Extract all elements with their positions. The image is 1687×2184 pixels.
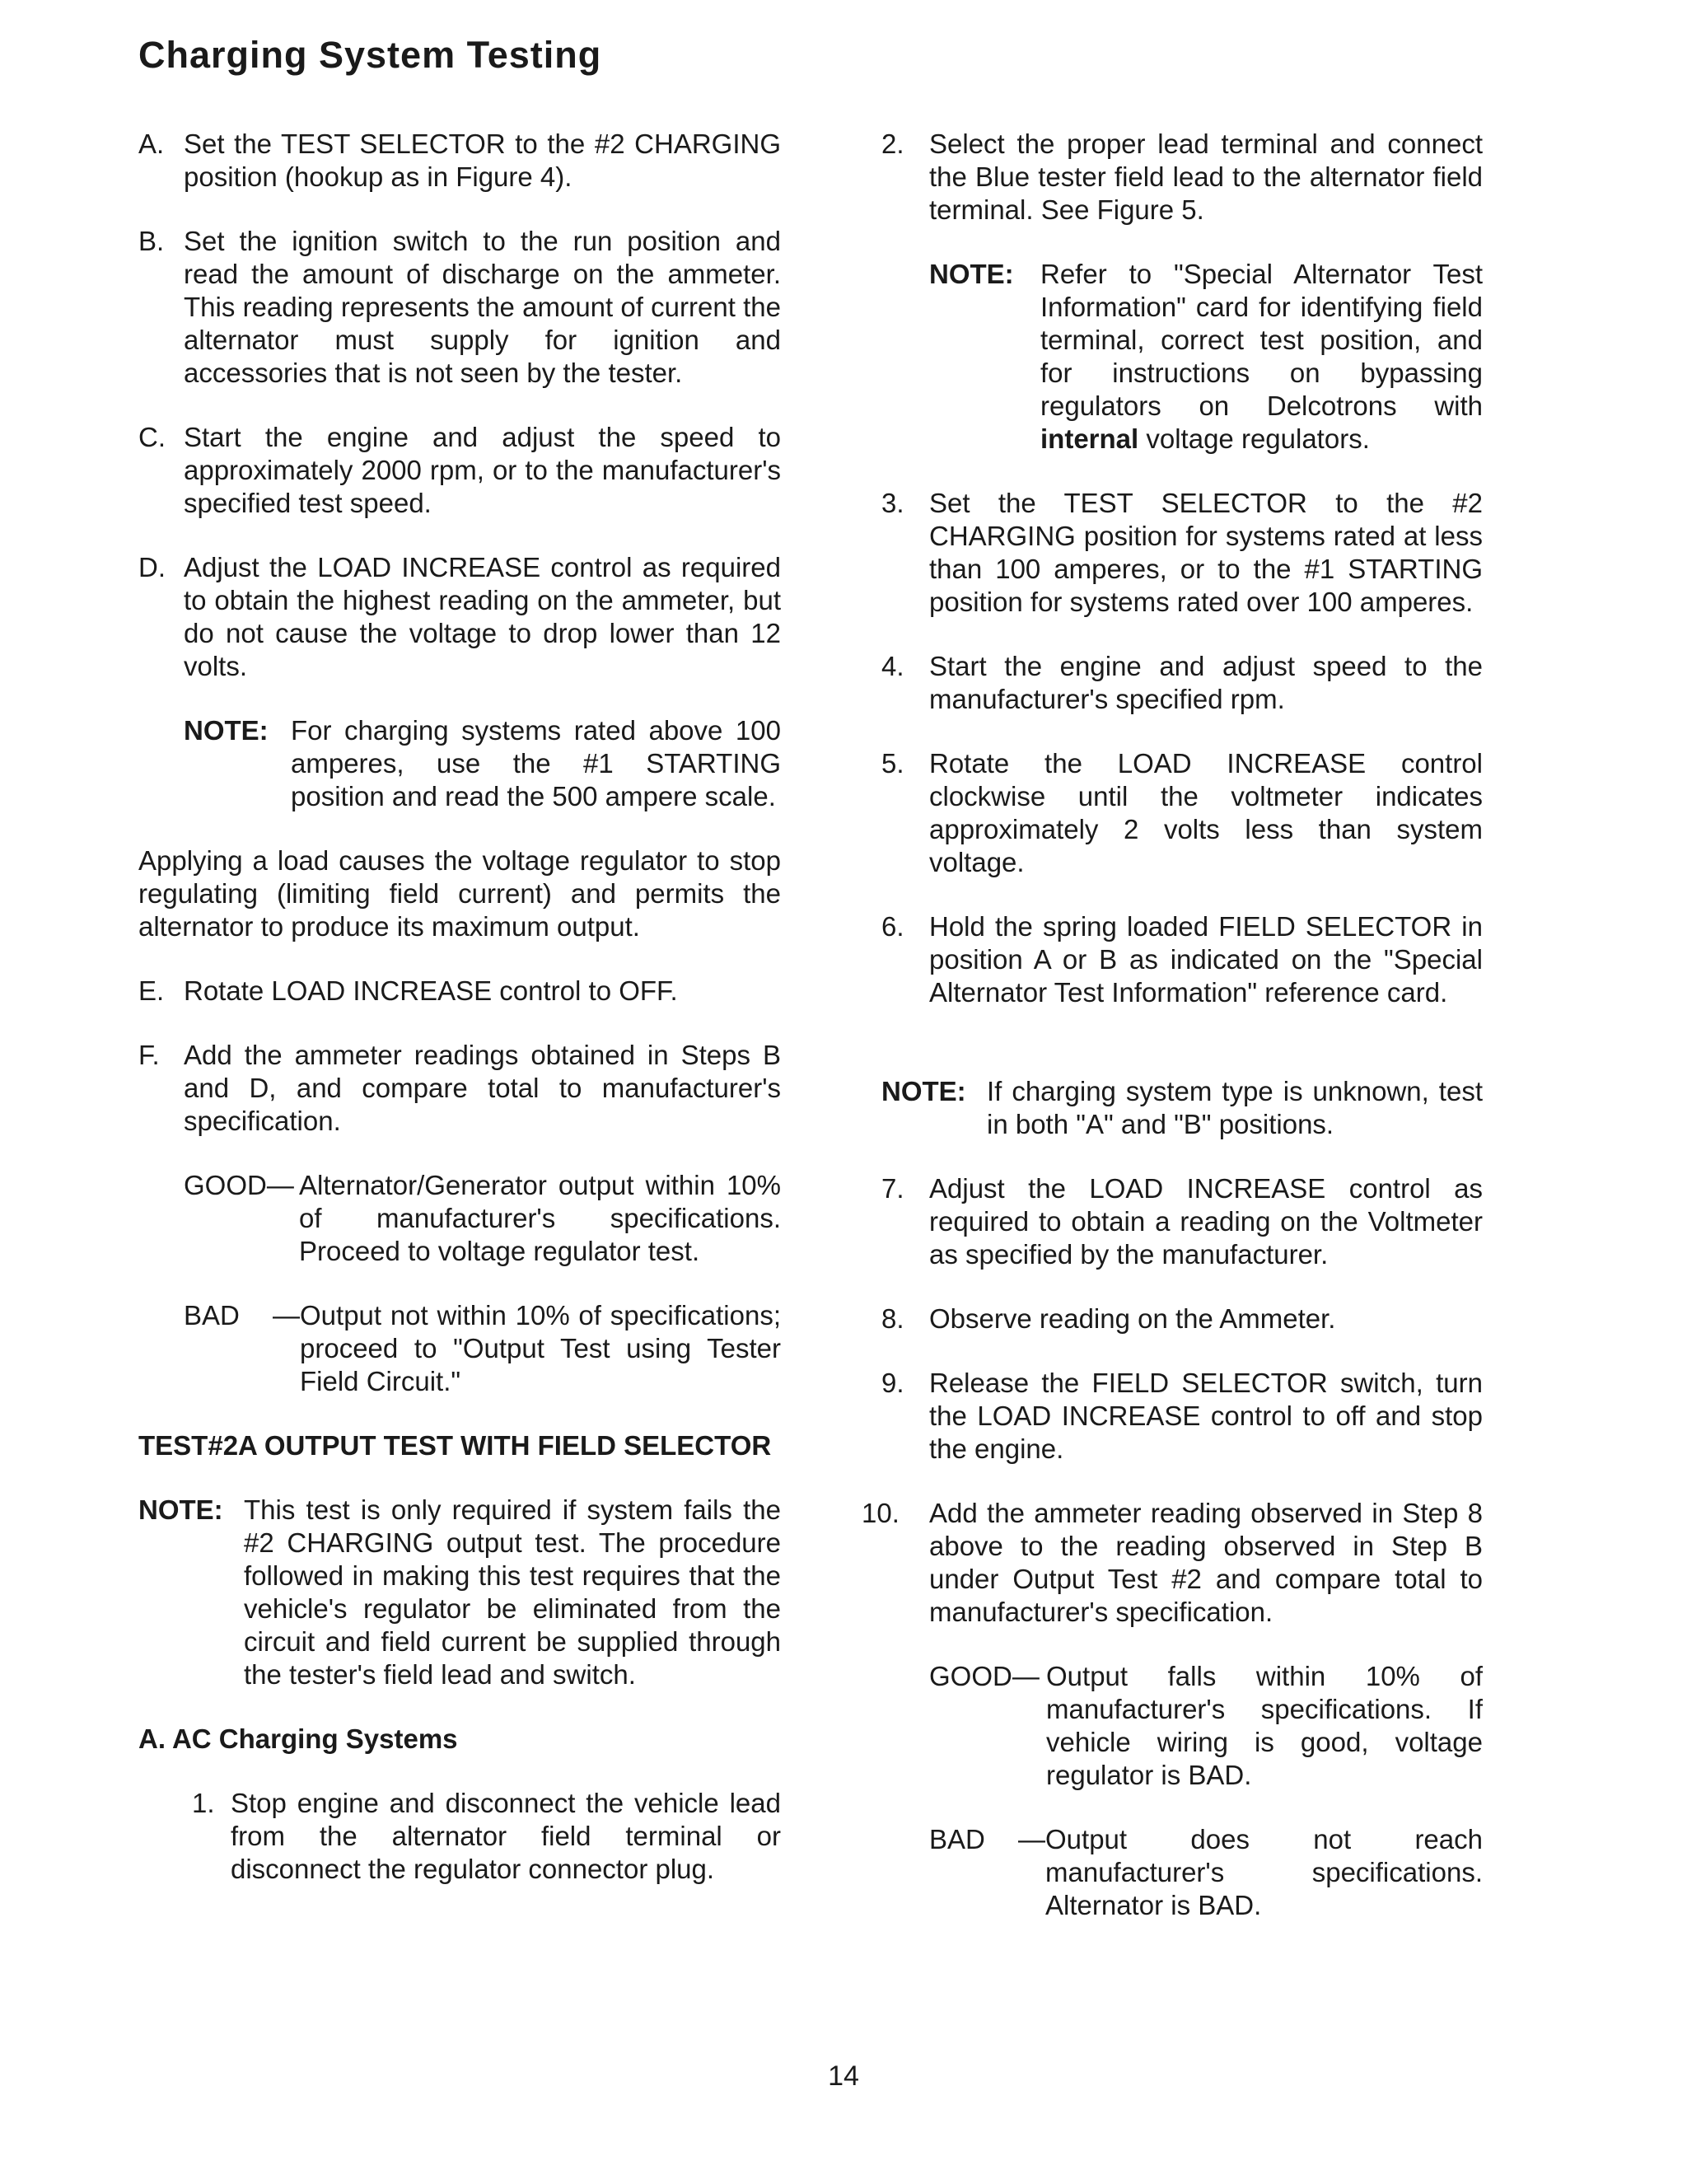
step-1	[192, 1787, 781, 1886]
step-text: Hold the spring loaded FIELD SELECTOR in position A or B as indicated on the "Special Alternator Test Information" reference card.	[929, 911, 1483, 1008]
result-text: Alternator/Generator output within 10% of manufacturer's specifications. Proceed to voltage regulator test.	[299, 1170, 781, 1266]
step-text: Add the ammeter reading observed in Step 8 above to the reading observed in Step B under Output Test #2 and compare total to manufacturer's specification.	[929, 1498, 1483, 1627]
step-marker: A.	[138, 129, 165, 159]
left-column	[138, 128, 781, 1886]
step-marker: 4.	[881, 651, 904, 681]
result-text: Output falls within 10% of manufacturer's specifications. If vehicle wiring is good, voltage regulator is BAD.	[1046, 1661, 1483, 1790]
step-marker: E.	[138, 975, 165, 1006]
step-marker: 8.	[881, 1303, 904, 1334]
step-text: Rotate LOAD INCREASE control to OFF.	[184, 975, 678, 1006]
step-text: Release the FIELD SELECTOR switch, turn the LOAD INCREASE control to off and stop the engine.	[929, 1368, 1483, 1464]
result-text: Output not within 10% of specifications; proceed to "Output Test using Tester Field Circuit."	[300, 1300, 781, 1396]
step-marker: D.	[138, 552, 166, 582]
step-3	[881, 487, 1483, 619]
note-text: For charging systems rated above 100 amperes, use the #1 STARTING position and read the 500 ampere scale.	[291, 715, 781, 811]
step-d	[138, 551, 781, 683]
step-text: Start the engine and adjust speed to the manufacturer's specified rpm.	[929, 651, 1483, 714]
result-label: GOOD—	[929, 1661, 1040, 1691]
note-text-part: Refer to "Special Alternator Test Information" card for identifying field terminal, correct test position, and for instructions on bypassing regulators on Delcotrons with	[1040, 259, 1483, 421]
step-text: Set the TEST SELECTOR to the #2 CHARGING position (hookup as in Figure 4).	[184, 129, 781, 192]
result-good	[184, 1169, 781, 1268]
page-number: 14	[828, 2060, 859, 2092]
step-c	[138, 421, 781, 520]
note-label: NOTE:	[138, 1494, 223, 1525]
step-text: Set the TEST SELECTOR to the #2 CHARGING position for systems rated at less than 100 amperes, or to the #1 STARTING position for systems rated over 100 amperes.	[929, 488, 1483, 617]
note-unknown-type	[881, 1075, 1483, 1141]
right-column	[862, 128, 1483, 1922]
step-text: Adjust the LOAD INCREASE control as required to obtain the highest reading on the ammeter, but do not cause the voltage to drop lower than 12 volts.	[184, 552, 781, 681]
step-marker: 6.	[881, 911, 904, 942]
step-marker: 10.	[862, 1498, 900, 1528]
step-marker: 1.	[192, 1788, 215, 1818]
step-text: Rotate the LOAD INCREASE control clockwise until the voltmeter indicates approximately 2 volts less than system voltage.	[929, 748, 1483, 877]
note-label: NOTE:	[184, 715, 269, 746]
step-f	[138, 1039, 781, 1138]
step-4	[881, 650, 1483, 716]
step-marker: 9.	[881, 1368, 904, 1398]
step-7	[881, 1172, 1483, 1271]
page-title: Charging System Testing	[138, 34, 602, 76]
step-5	[881, 747, 1483, 879]
result-label: GOOD—	[184, 1170, 294, 1200]
step-text: Select the proper lead terminal and connect the Blue tester field lead to the alternator field terminal. See Figure 5.	[929, 129, 1483, 225]
load-paragraph: Applying a load causes the voltage regulator to stop regulating (limiting field current) and permits the alternator to produce its maximum output.	[138, 845, 781, 942]
note-label: NOTE:	[881, 1076, 966, 1106]
step-8	[881, 1302, 1483, 1335]
step-marker: F.	[138, 1040, 160, 1070]
sub-heading: A. AC Charging Systems	[138, 1723, 458, 1754]
step-marker: B.	[138, 226, 165, 256]
step-text: Add the ammeter readings obtained in Steps B and D, and compare total to manufacturer's specification.	[184, 1040, 781, 1136]
step-marker: 3.	[881, 488, 904, 518]
note-text-part: voltage regulators.	[1138, 423, 1370, 454]
step-text: Observe reading on the Ammeter.	[929, 1303, 1336, 1334]
step-text: Stop engine and disconnect the vehicle lead from the alternator field terminal or disconnect the regulator connector plug.	[231, 1788, 781, 1884]
step-10	[862, 1497, 1483, 1629]
result-bad	[184, 1299, 781, 1398]
note-text	[1040, 258, 1483, 456]
note-special-alternator	[929, 258, 1483, 456]
result-dash: —	[1018, 1824, 1045, 1854]
step-2	[881, 128, 1483, 227]
note-label: NOTE:	[929, 259, 1014, 289]
step-text: Start the engine and adjust the speed to approximately 2000 rpm, or to the manufacturer's specified test speed.	[184, 422, 781, 518]
step-marker: 7.	[881, 1173, 904, 1204]
result-text: Output does not reach manufacturer's specifications. Alternator is BAD.	[1045, 1824, 1483, 1920]
result-good	[929, 1660, 1483, 1792]
note-charging-above-100	[184, 714, 781, 813]
note-text-bold: internal	[1040, 423, 1139, 454]
result-dash: —	[273, 1300, 300, 1331]
note-test-2a	[138, 1494, 781, 1691]
step-a	[138, 128, 781, 194]
step-marker: 5.	[881, 748, 904, 779]
step-marker: C.	[138, 422, 166, 452]
step-e	[138, 975, 781, 1008]
step-9	[881, 1367, 1483, 1466]
step-marker: 2.	[881, 129, 904, 159]
step-b	[138, 225, 781, 390]
result-bad	[929, 1823, 1483, 1922]
note-text: This test is only required if system fails the #2 CHARGING output test. The procedure followed in making this test requires that the vehicle's regulator be eliminated from the circuit and field current be supplied through the tester's field lead and switch.	[244, 1494, 781, 1690]
result-label: BAD	[184, 1300, 240, 1331]
result-label: BAD	[929, 1824, 985, 1854]
note-text: If charging system type is unknown, test in both "A" and "B" positions.	[987, 1076, 1483, 1139]
step-text: Adjust the LOAD INCREASE control as required to obtain a reading on the Voltmeter as specified by the manufacturer.	[929, 1173, 1483, 1270]
test-heading: TEST#2A OUTPUT TEST WITH FIELD SELECTOR	[138, 1430, 772, 1461]
step-6	[881, 910, 1483, 1009]
step-text: Set the ignition switch to the run position and read the amount of discharge on the ammeter. This reading represents the amount of current the alternator must supply for ignition and accessories that is not seen by the tester.	[184, 226, 781, 388]
